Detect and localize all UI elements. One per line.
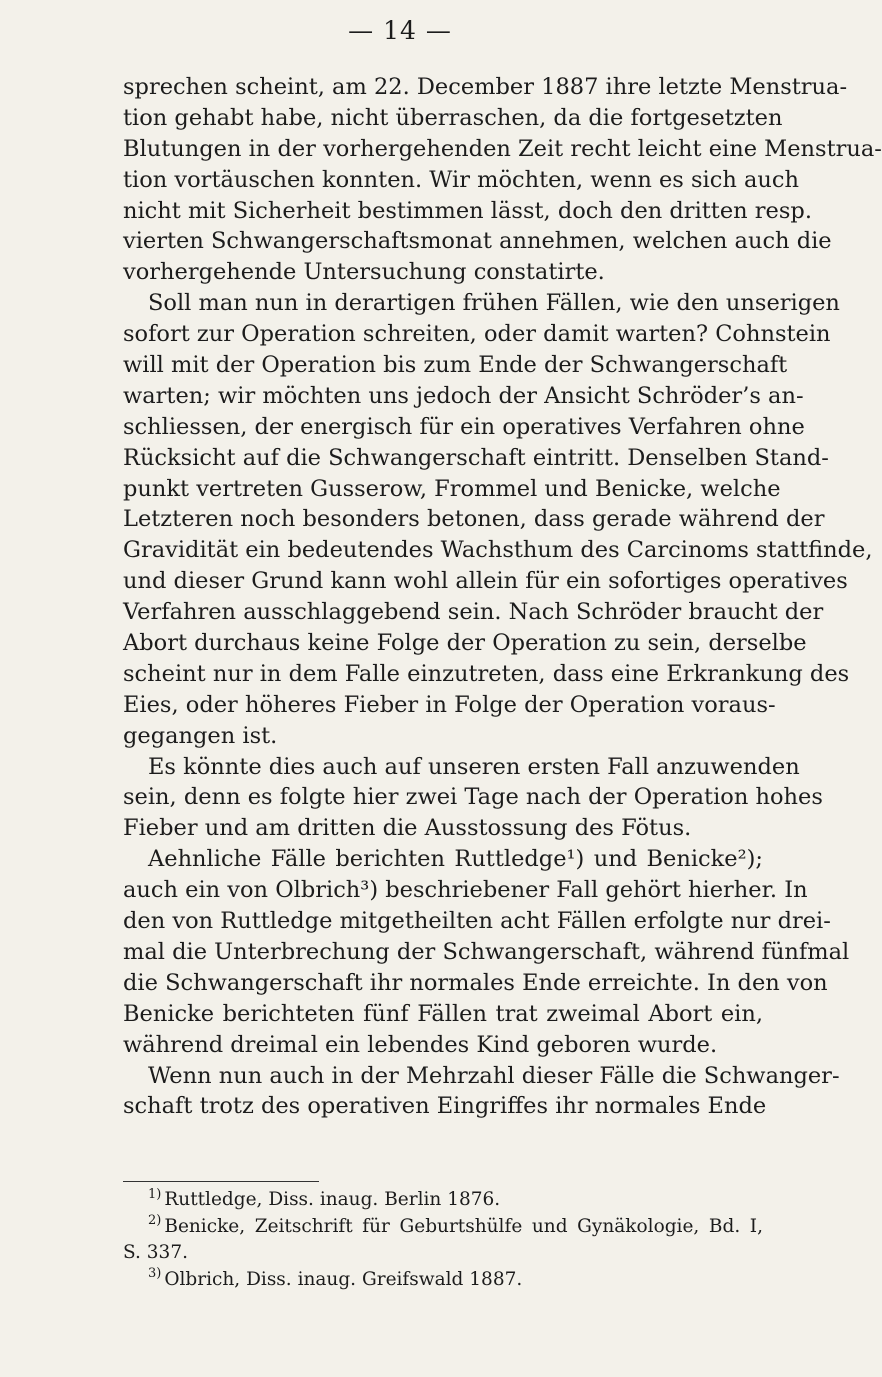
body-text [123,72,882,1122]
text-line: Soll man nun in derartigen frühen Fällen, wie den unserigen [148,290,840,317]
footnotes [123,1187,763,1293]
text-line: und dieser Grund kann wohl allein für ein sofortiges operatives [123,568,848,595]
text-line: nicht mit Sicherheit bestimmen lässt, doch den dritten resp. [123,197,812,224]
text-line: die Schwangerschaft ihr normales Ende erreichte. In den von [123,969,828,996]
text-line: Es könnte dies auch auf unseren ersten Fall anzuwenden [148,753,800,780]
text-line: tion vortäuschen konnten. Wir möchten, wenn es sich auch [123,166,799,193]
text-line: Benicke berichteten fünf Fällen trat zweimal Abort ein, [123,1000,763,1027]
text-line: gegangen ist. [123,722,278,749]
footnote-text: Ruttledge, Diss. inaug. Berlin 1876. [164,1189,501,1210]
footnote-text: Benicke, Zeitschrift für Geburtshülfe und Gynäkologie, Bd. I, [164,1215,763,1237]
text-line: Gravidität ein bedeutendes Wachsthum des Carcinoms stattfinde, [123,537,873,564]
text-line: Rücksicht auf die Schwangerschaft eintritt. Denselben Stand- [123,444,829,471]
text-line: will mit der Operation bis zum Ende der Schwangerschaft [123,352,788,379]
text-line: Fieber und am dritten die Ausstossung des Fötus. [123,815,692,842]
text-line: schliessen, der energisch für ein operatives Verfahren ohne [123,413,805,440]
text-line: sofort zur Operation schreiten, oder damit warten? Cohnstein [123,321,831,348]
page-number: — 14 — [348,16,452,45]
text-line: schaft trotz des operativen Eingriffes ihr normales Ende [123,1093,767,1120]
footnote-text: S. 337. [123,1242,188,1263]
text-line: Abort durchaus keine Folge der Operation zu sein, derselbe [123,630,807,657]
text-line: tion gehabt habe, nicht überraschen, da die fortgesetzten [123,104,783,131]
footnote-1 [123,1187,763,1214]
footnote-mark: 3) [148,1266,162,1282]
footnote-2 [123,1214,763,1241]
text-line: Letzteren noch besonders betonen, dass gerade während der [123,506,825,533]
text-line: Eies, oder höheres Fieber in Folge der Operation voraus- [123,691,776,718]
text-line: sein, denn es folgte hier zwei Tage nach der Operation hohes [123,784,823,811]
text-line: Aehnliche Fälle berichten Ruttledge¹) und Benicke²); [148,846,763,873]
text-line: auch ein von Olbrich³) beschriebener Fall gehört hierher. In [123,877,808,904]
text-line: den von Ruttledge mitgetheilten acht Fällen erfolgte nur drei- [123,908,831,935]
text-line: scheint nur in dem Falle einzutreten, dass eine Erkrankung des [123,660,850,687]
footnote-mark: 2) [148,1213,162,1229]
footnote-3 [123,1267,763,1294]
text-line: warten; wir möchten uns jedoch der Ansicht Schröder’s an- [123,382,804,409]
footnote-text: Olbrich, Diss. inaug. Greifswald 1887. [164,1268,523,1290]
text-line: vierten Schwangerschaftsmonat annehmen, welchen auch die [123,228,832,255]
text-line: während dreimal ein lebendes Kind geboren wurde. [123,1031,718,1058]
text-line: Wenn nun auch in der Mehrzahl dieser Fälle die Schwanger- [148,1062,840,1089]
text-line: Verfahren ausschlaggebend sein. Nach Schröder braucht der [123,599,824,626]
text-line: vorhergehende Untersuchung constatirte. [123,259,605,286]
footnote-mark: 1) [148,1186,162,1202]
text-line: punkt vertreten Gusserow, Frommel und Benicke, welche [123,475,781,502]
text-line: Blutungen in der vorhergehenden Zeit recht leicht eine Menstrua- [123,135,882,162]
text-line: mal die Unterbrechung der Schwangerschaft, während fünfmal [123,938,850,965]
footnote-2-continued [123,1240,763,1267]
text-line: sprechen scheint, am 22. December 1887 ihre letzte Menstrua- [123,74,848,100]
footnote-divider [123,1181,319,1182]
